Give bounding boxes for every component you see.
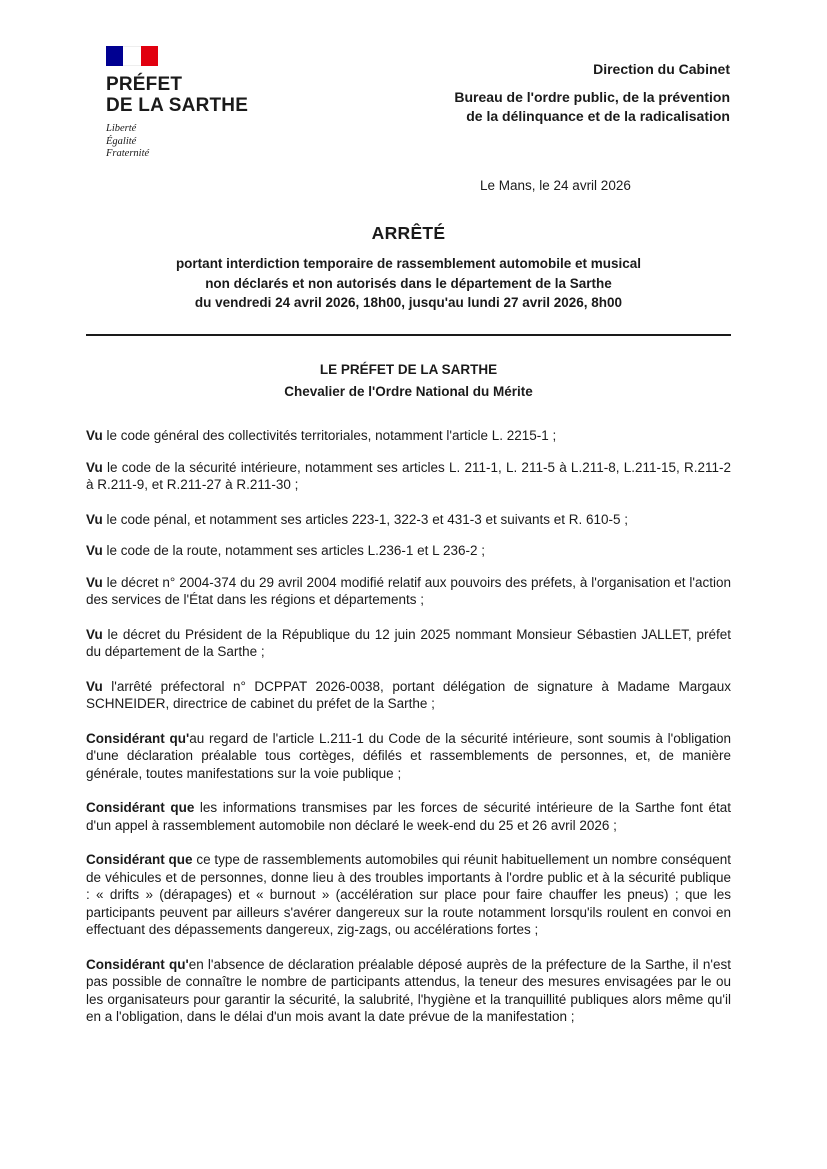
visa-paragraph <box>86 542 731 560</box>
visa-paragraph <box>86 626 731 661</box>
french-flag-icon <box>106 46 158 66</box>
document-title: ARRÊTÉ <box>371 223 446 243</box>
paragraph-text: les informations transmises par les forces de sécurité intérieure de la Sarthe font état d'un appel à rassemblement automobile non déclaré le week-end du 25 et 26 avril 2026 ; <box>86 800 731 833</box>
paragraph-text: le code de la sécurité intérieure, notamment ses articles L. 211-1, L. 211-5 à L.211-8, L.211-15, R.211-2 à R.211-9, et R.211-27 à R.211-30 ; <box>86 459 731 492</box>
title-block <box>86 223 731 313</box>
logo-title-line1: PRÉFET <box>106 74 183 95</box>
visa-paragraph <box>86 427 731 445</box>
direction-name: Direction du Cabinet <box>593 61 730 77</box>
issuing-service <box>454 61 730 126</box>
logo-title-line2: DE LA SARTHE <box>106 95 249 116</box>
paragraph-text: le code pénal, et notamment ses articles 223-1, 322-3 et 431-3 et suivants et R. 610-5 ; <box>102 511 629 527</box>
paragraph-text: le code général des collectivités territoriales, notamment l'article L. 2215-1 ; <box>102 428 557 443</box>
horizontal-divider <box>86 334 731 336</box>
motto-egalite: Égalité <box>106 135 137 147</box>
visa-paragraph <box>86 459 731 494</box>
paragraph-lead: Considérant qu' <box>86 730 190 746</box>
paragraph-text: en l'absence de déclaration préalable déposé auprès de la préfecture de la Sarthe, il n'est pas possible de connaître le nombre de participants attendus, la teneur des mesures envisagées par le ou les organisateurs pour garantir la sécurité, la salubrité, l'hygiène et la tranquillité publiques alors même qu'il en a l'obligation, dans le délai d'un mois avant la date prévue de la manifestation ; <box>86 956 731 1024</box>
visa-paragraph <box>86 511 731 529</box>
paragraph-lead: Vu <box>86 626 103 642</box>
considerant-paragraph <box>86 799 731 834</box>
motto-liberte: Liberté <box>106 123 137 134</box>
paragraph-lead: Considérant que <box>86 800 195 815</box>
paragraph-text: au regard de l'article L.211-1 du Code de la sécurité intérieure, sont soumis à l'obligation d'une déclaration préalable tous cortèges, défilés et rassemblements de personnes, et, de manière générale, toutes manifestations sur la voie publique ; <box>86 730 731 781</box>
paragraph-text: le décret du Président de la République du 12 juin 2025 nommant Monsieur Sébastien JALLET, préfet du département de la Sarthe ; <box>86 626 731 659</box>
prefecture-logo <box>106 46 276 161</box>
subtitle-line1: portant interdiction temporaire de rassemblement automobile et musical <box>175 256 642 271</box>
authority-line1: LE PRÉFET DE LA SARTHE <box>319 362 498 377</box>
paragraph-lead: Vu <box>86 511 103 527</box>
subtitle-line3: du vendredi 24 avril 2026, 18h00, jusqu'au lundi 27 avril 2026, 8h00 <box>194 295 623 310</box>
paragraph-text: ce type de rassemblements automobiles qui réunit habituellement un nombre conséquent de véhicules et de personnes, donne lieu à des troubles importants à l'ordre public et à la sécurité publique : « drifts » (dérapages) et « burnout » (accélération sur place pour faire chauffer les pneus) ; que les participants peuvent par ailleurs s'avérer dangereux sur la route notamment lorsqu'ils roulent en convoi en effectuant des dépassements dangereux, zig-zags, ou accélérations fortes ; <box>86 852 731 937</box>
republic-motto <box>106 123 276 161</box>
considerant-paragraph <box>86 730 731 783</box>
subtitle-line2: non déclarés et non autorisés dans le département de la Sarthe <box>205 275 612 291</box>
paragraph-lead: Vu <box>86 459 103 475</box>
document-body <box>86 427 731 1043</box>
paragraph-lead: Considérant que <box>86 852 193 867</box>
paragraph-text: le décret n° 2004-374 du 29 avril 2004 modifié relatif aux pouvoirs des préfets, à l'organisation et l'action des services de l'État dans les régions et départements ; <box>86 574 731 607</box>
visa-paragraph <box>86 678 731 713</box>
paragraph-text: le code de la route, notamment ses articles L.236-1 et L 236-2 ; <box>102 543 485 558</box>
paragraph-lead: Vu <box>86 543 103 558</box>
document-subtitle <box>86 254 731 313</box>
authority-line2: Chevalier de l'Ordre National du Mérite <box>284 384 533 399</box>
paragraph-lead: Vu <box>86 428 103 443</box>
paragraph-lead: Vu <box>86 574 103 590</box>
paragraph-lead: Vu <box>86 678 103 694</box>
considerant-paragraph <box>86 851 731 939</box>
paragraph-lead: Considérant qu' <box>86 956 189 972</box>
visa-paragraph <box>86 574 731 609</box>
paragraph-text: l'arrêté préfectoral n° DCPPAT 2026-0038, portant délégation de signature à Madame Margaux SCHNEIDER, directrice de cabinet du préfet de la Sarthe ; <box>86 678 731 711</box>
authority-block <box>86 362 731 399</box>
document-date: Le Mans, le 24 avril 2026 <box>480 178 631 193</box>
considerant-paragraph <box>86 956 731 1026</box>
bureau-line1: Bureau de l'ordre public, de la prévention <box>454 89 730 105</box>
motto-fraternite: Fraternité <box>106 148 150 159</box>
logo-title <box>106 74 276 116</box>
bureau-line2: de la délinquance et de la radicalisation <box>466 108 730 124</box>
